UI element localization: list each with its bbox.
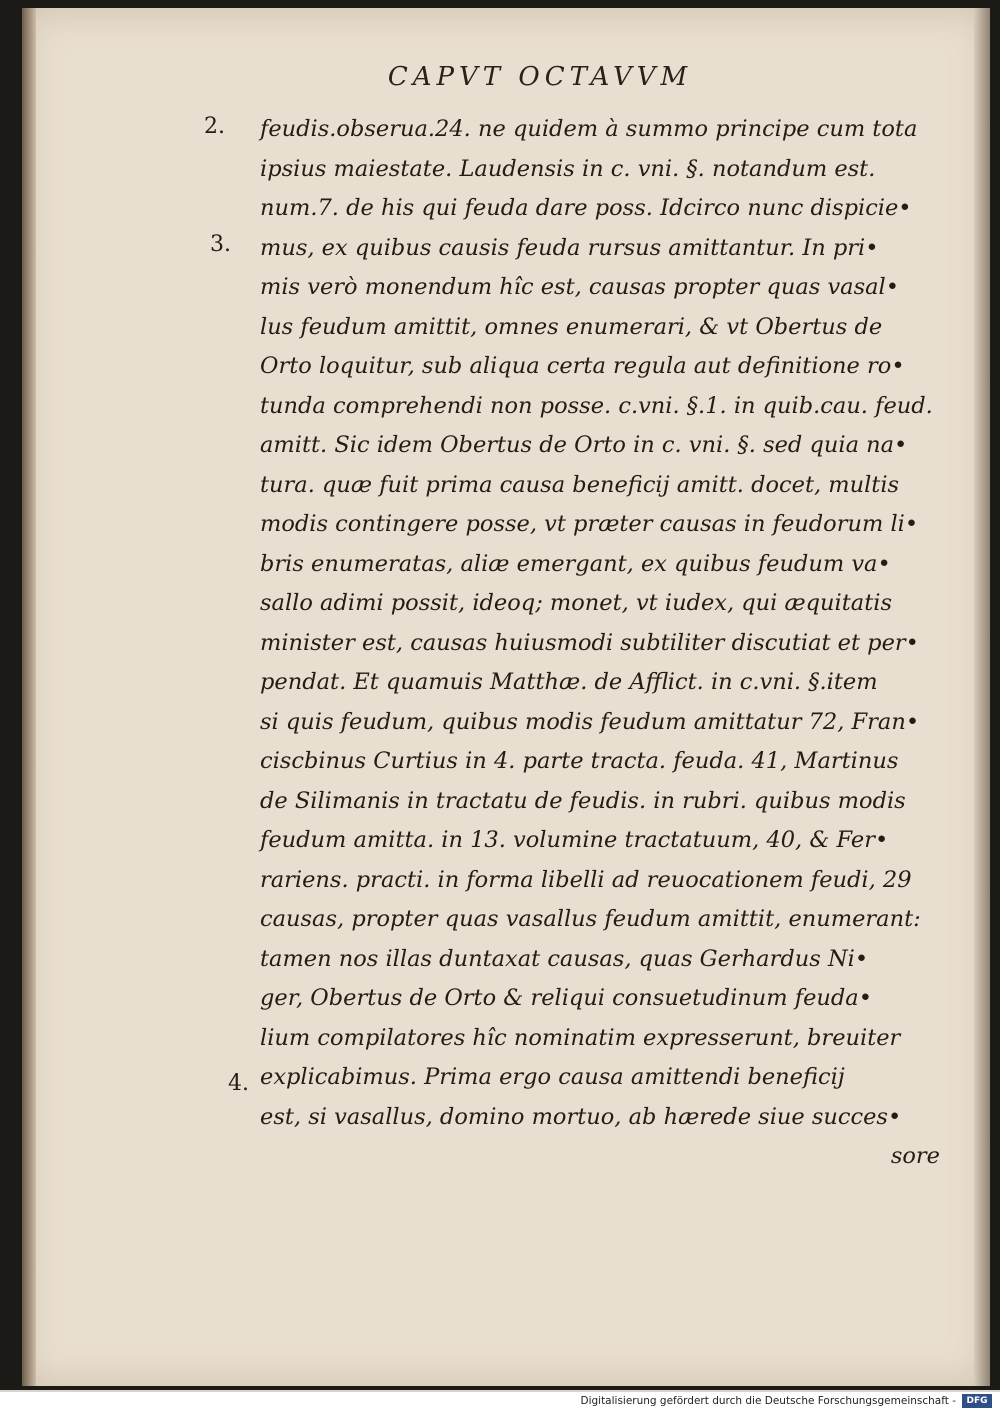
text-line: amitt. Sic idem Obertus de Orto in c. vni. §. sed quia na• <box>260 432 908 458</box>
footer-bar <box>0 1392 1000 1412</box>
text-line: mis verò monendum hîc est, causas propter quas vasal• <box>260 274 900 300</box>
running-head: CAPVT OCTAVVM <box>387 62 693 92</box>
text-line: tamen nos illas duntaxat causas, quas Gerhardus Ni• <box>260 945 869 972</box>
text-line: ger, Obertus de Orto & reliqui consuetudinum feuda• <box>260 985 872 1011</box>
text-line: tunda comprehendi non posse. c.vni. §.1. in quib.cau. feud. <box>260 392 933 419</box>
margin-number-2: 2. <box>204 114 225 139</box>
text-line: lus feudum amittit, omnes enumerari, & vt Obertus de <box>260 313 883 340</box>
margin-number-3: 3. <box>210 232 231 257</box>
text-line: minister est, causas huiusmodi subtiliter discutiat et per• <box>260 629 919 656</box>
margin-number-4: 4. <box>228 1071 249 1096</box>
text-line: feudum amitta. in 13. volumine tractatuum, 40, & Fer• <box>260 827 889 853</box>
text-line: tura. quæ fuit prima causa beneficij amitt. docet, multis <box>260 471 900 498</box>
funding-credit: Digitalisierung gefördert durch die Deutsche Forschungsgemeinschaft - <box>580 1395 956 1407</box>
text-line: ipsius maiestate. Laudensis in c. vni. §. notandum est. <box>260 155 876 182</box>
text-line: lium compilatores hîc nominatim expresserunt, breuiter <box>260 1024 901 1051</box>
text-line: de Silimanis in tractatu de feudis. in rubri. quibus modis <box>260 787 906 814</box>
body-text <box>260 110 960 1177</box>
page-gutter-shadow <box>22 8 36 1386</box>
text-line: num.7. de his qui feuda dare poss. Idcirco nunc dispicie• <box>260 195 912 221</box>
text-line: ciscbinus Curtius in 4. parte tracta. feuda. 41, Martinus <box>260 748 899 774</box>
text-line: modis contingere posse, vt præter causas in feudorum li• <box>260 511 919 537</box>
text-line: Orto loquitur, sub aliqua certa regula aut definitione ro• <box>260 353 905 379</box>
text-line: bris enumeratas, aliæ emergant, ex quibus feudum va• <box>260 550 891 577</box>
page-edge <box>974 8 990 1386</box>
dfg-logo-icon: DFG <box>962 1394 992 1408</box>
text-line: explicabimus. Prima ergo causa amittendi beneficij <box>260 1064 845 1090</box>
text-line: causas, propter quas vasallus feudum amittit, enumerant: <box>260 906 921 932</box>
catchword: sore <box>890 1143 940 1169</box>
text-line: pendat. Et quamuis Matthæ. de Afflict. in c.vni. §.item <box>260 669 878 695</box>
text-line: est, si vasallus, domino mortuo, ab hærede siue succes• <box>260 1103 902 1130</box>
text-line: mus, ex quibus causis feuda rursus amittantur. In pri• <box>260 234 879 261</box>
text-line: feudis.obserua.24. ne quidem à summo principe cum tota <box>260 116 918 142</box>
text-line: si quis feudum, quibus modis feudum amittatur 72, Fran• <box>260 708 920 735</box>
text-line: rariens. practi. in forma libelli ad reuocationem feudi, 29 <box>260 866 912 893</box>
text-line: sallo adimi possit, ideoq; monet, vt iudex, qui æquitatis <box>260 590 892 616</box>
